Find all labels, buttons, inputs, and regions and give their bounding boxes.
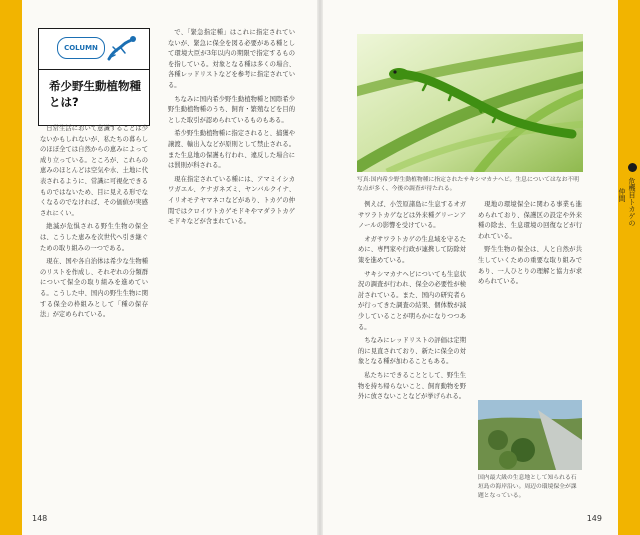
- column-title: 希少野生動植物種とは?: [49, 79, 141, 109]
- main-photo-caption: 写真:国内希少野生動植物種に指定されたサキシマカナヘビ。生息についてはなお不明な点が多く、今後の調査が待たれる。: [357, 177, 580, 192]
- section-dot-icon: [628, 163, 637, 172]
- body-paragraph: ちなみにレッドリストの評価は定期的に見直されており、新たに保全の対象となる種が加わることもある。: [358, 337, 466, 366]
- page-number-right: 149: [586, 514, 602, 523]
- body-paragraph: 日常生活において意識することは少ないかもしれないが、私たちの暮らしのほぼ全ては自然からの恵みによって成り立っている。ところが、これらの恵みのほとんどは空気や水、土地に代表されるように、常識に可視化できるものではないため、目に見える形でなくなるのでなければ、その価値が実感されにくい。: [40, 125, 148, 217]
- book-gutter: [317, 0, 323, 535]
- body-paragraph: 現在、国や各自治体は希少な生物種のリストを作成し、それぞれの分類群について保全の取り組みを進めている。こうした中、国内の野生生物に関する保全の枠組みとして「種の保存法」が定められている。: [40, 258, 148, 319]
- section-tab-label: 危機目トカゲの仲間: [618, 177, 636, 227]
- body-paragraph: 野生生物の保全は、人と自然が共生していくための重要な取り組みであり、一人ひとりの理解と協力が求められている。: [478, 246, 582, 286]
- section-tab-marker: [618, 160, 637, 230]
- body-column-4: [478, 200, 582, 400]
- body-column-3: [358, 200, 466, 500]
- page-number-left: 148: [32, 514, 48, 523]
- body-paragraph: 例えば、小笠原諸島に生息するオガサワラトカゲなどは外来種グリーンアノールの影響を受けている。: [358, 201, 466, 230]
- body-paragraph: サキシマカナヘビについても生息状況の調査が行われ、保全の必要性が検討されている。また、国内の研究者らが行ってきた調査の結果、個体数が減少していることが明らかになりつつある。: [358, 270, 466, 331]
- habitat-photo-caption: 国内最大級の生息地として知られる石垣島の海岸沿い。周辺の環境保全が課題となっている。: [478, 475, 577, 499]
- right-edge-tab: [618, 0, 640, 535]
- lizard-photo-illustration: [357, 34, 583, 172]
- body-column-1: [40, 124, 148, 509]
- body-paragraph: オガサワラトカゲの生息域を守るために、専門家や行政が連携して防除対策を進めている。: [358, 235, 466, 264]
- habitat-photo: [478, 400, 582, 470]
- lizard-photo: [357, 34, 583, 172]
- body-paragraph: 希少野生動植物種に指定されると、捕獲や譲渡、輸出入などが原則として禁止される。また生息地の保護も行われ、違反した場合には罰則が科される。: [168, 130, 295, 170]
- body-column-2: [168, 28, 295, 498]
- body-paragraph: 私たちにできることとして、野生生物を持ち帰らないこと、飼育動物を野外に放さないことなどが挙げられる。: [358, 371, 466, 401]
- column-title-box: [38, 28, 150, 126]
- gecko-icon: [103, 33, 139, 65]
- body-paragraph: 現地の環境保全に関わる事業も進められており、保護区の設定や外来種の除去、生息環境の回復などが行われている。: [478, 201, 582, 240]
- body-paragraph: で、「緊急指定種」はこれに指定されていないが、緊急に保全を図る必要がある種として環境大臣が3年以内の期限で指定するものを指している。対象となる種は多くの場合、各種レッドリストなどを参考に指定されている。: [168, 29, 295, 89]
- left-edge-tab: [0, 0, 22, 535]
- body-paragraph: 現在指定されている種には、アマミイシカワガエル、ケナガネズミ、ヤンバルクイナ、イリオモテヤマネコなどがあり、トカゲの仲間ではクロイワトカゲモドキやマダラトカゲモドキなどが含まれている。: [168, 175, 295, 226]
- body-paragraph: 絶滅が危惧される野生生物の保全は、こうした恵みを次世代へ引き継ぐための取り組みの一つである。: [40, 223, 148, 252]
- column-badge: COLUMN: [57, 37, 105, 59]
- column-header: [39, 29, 149, 70]
- habitat-photo-illustration: [478, 400, 582, 470]
- body-paragraph: ちなみに国内希少野生動植物種と国際希少野生動植物種のうち、飼育・繁殖などを目的とした取引が認められているものもある。: [168, 95, 295, 124]
